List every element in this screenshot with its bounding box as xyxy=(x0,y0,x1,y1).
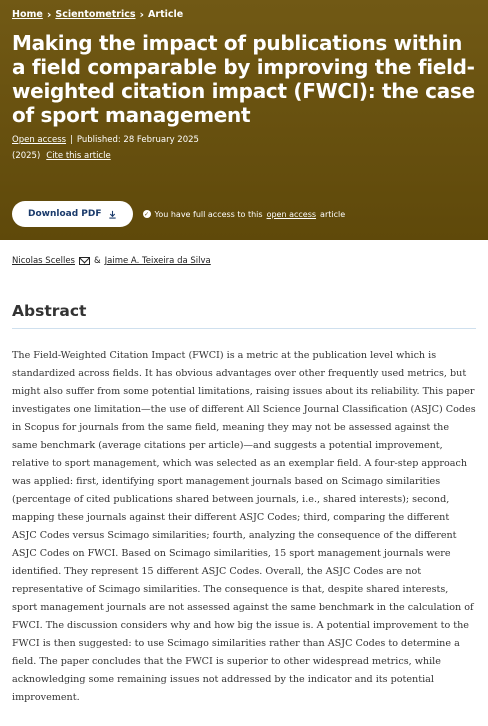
breadcrumb xyxy=(12,0,476,21)
publication-meta xyxy=(12,135,476,145)
download-row xyxy=(12,201,345,227)
access-prefix: You have full access to this xyxy=(154,209,263,219)
cite-article-link[interactable]: Cite this article xyxy=(46,151,111,161)
download-pdf-button[interactable] xyxy=(12,201,133,227)
access-notice xyxy=(143,210,346,219)
author-list xyxy=(0,240,488,266)
article-header xyxy=(0,0,488,240)
article-title: Making the impact of publications within a field comparable by improving the field-weighted citation impact (FWCI): the case of sport management xyxy=(12,31,475,127)
chevron-right-icon: › xyxy=(139,8,145,21)
author-separator: & xyxy=(93,256,101,266)
breadcrumb-current: Article xyxy=(148,9,184,20)
breadcrumb-journal-link[interactable]: Scientometrics xyxy=(55,9,136,20)
download-pdf-label: Download PDF xyxy=(28,209,102,219)
meta-divider: | xyxy=(70,135,73,145)
published-date: Published: 28 February 2025 xyxy=(76,135,199,145)
author-link-teixeira[interactable]: Jaime A. Teixeira da Silva xyxy=(104,256,211,266)
citation-meta xyxy=(12,151,476,161)
abstract-heading: Abstract xyxy=(12,302,476,329)
publication-year: (2025) xyxy=(12,151,41,161)
download-icon xyxy=(108,210,117,219)
open-access-info-link[interactable]: open access xyxy=(266,209,317,219)
chevron-right-icon: › xyxy=(46,8,52,21)
access-suffix: article xyxy=(320,209,346,219)
check-circle-icon: ✓ xyxy=(144,210,150,218)
envelope-icon[interactable] xyxy=(79,257,90,265)
author-link-scelles[interactable]: Nicolas Scelles xyxy=(12,256,75,266)
abstract-body: The Field-Weighted Citation Impact (FWCI) is a metric at the publication level which is standardized across fields. It has obvious advantages over other frequently used metrics, but might also suffer from some potential limitations, raising issues about its reliability. This paper investigates one limitation—the use of different All Science Journal Classification (ASJC) Codes in Scopus for journals from the same field, meaning they may not be assessed against the same benchmark (average citations per article)—and suggests a potential improvement, relative to sport management, which was selected as an exemplar field. A four-step approach was applied: first, identifying sport management journals based on Scimago similarities (percentage of cited publications shared between journals, i.e., shared interests); second, mapping these journals against their different ASJC Codes; third, comparing the different ASJC Codes versus Scimago similarities; fourth, analyzing the consequence of the different ASJC Codes on FWCI. Based on Scimago similarities, 15 sport management journals were identified. They represent 15 different ASJC Codes. Overall, the ASJC Codes are not representative of Scimago similarities. The consequence is that, despite shared interests, sport management journals are not assessed against the same benchmark in the calculation of FWCI. The discussion considers why and how big the issue is. A potential improvement to the FWCI is then suggested: to use Scimago similarities rather than ASJC Codes to determine a field. The paper concludes that the FWCI is superior to other widespread metrics, while acknowledging some remaining issues not addressed by the indicator and its potential improvement. xyxy=(12,350,476,703)
breadcrumb-home-link[interactable]: Home xyxy=(12,9,43,20)
open-access-link[interactable]: Open access xyxy=(12,135,67,145)
